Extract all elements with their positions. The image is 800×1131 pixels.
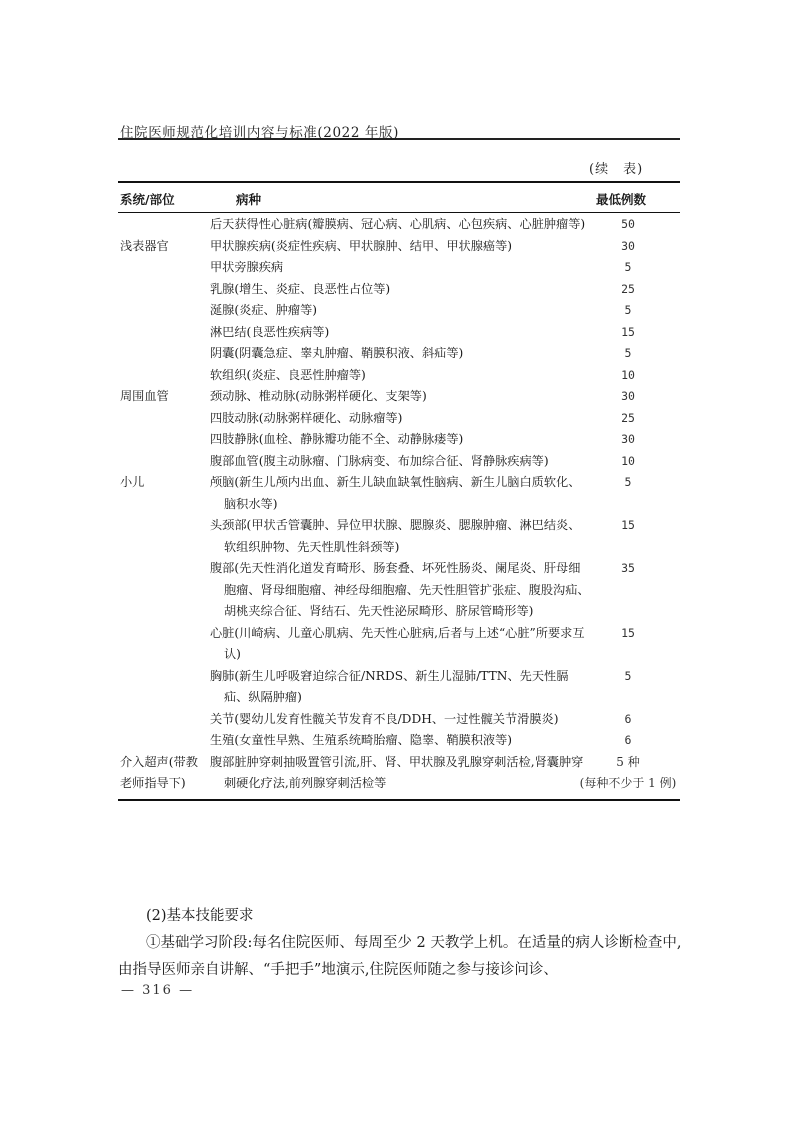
count-value: 5 [624, 303, 632, 317]
cell-disease: 腹部(先天性消化道发育畸形、肠套叠、坏死性肠炎、阑尾炎、肝母细胞瘤、肾母细胞瘤、神经母细胞瘤、先天性胆管扩张症、腹股沟疝、胡桃夹综合征、肾结石、先天性泌尿畸形、脐尿管畸形等) [210, 561, 590, 618]
cell-disease-wrap [210, 709, 590, 731]
cell-count [576, 365, 680, 387]
table-row [118, 300, 680, 322]
cell-disease: 甲状旁腺疾病 [210, 260, 284, 274]
cell-disease-wrap [210, 472, 590, 515]
cell-disease: 四肢静脉(血栓、静脉瓣功能不全、动静脉瘘等) [210, 432, 464, 446]
cell-disease-wrap [210, 214, 590, 236]
column-header-system: 系统/部位 [120, 192, 175, 207]
table-row [118, 408, 680, 430]
running-header: 住院医师规范化培训内容与标准(2022 年版) [120, 125, 399, 141]
cell-count [576, 558, 680, 580]
table-row [118, 343, 680, 365]
cell-disease-wrap [210, 623, 590, 666]
cell-disease: 乳腺(增生、炎症、良恶性占位等) [210, 281, 391, 296]
cell-disease: 关节(婴幼儿发育性髋关节发育不良/DDH、一过性髋关节滑膜炎) [210, 711, 559, 726]
count-value: 15 [621, 324, 635, 339]
cell-disease: 软组织(炎症、良恶性肿瘤等) [210, 367, 366, 382]
cell-count [576, 279, 680, 301]
count-value: 10 [621, 367, 635, 382]
table-row [118, 429, 680, 451]
cell-disease-wrap [210, 730, 590, 752]
cell-disease-wrap [210, 515, 590, 558]
table-bottom-rule [118, 799, 680, 801]
table-row [118, 730, 680, 752]
count-value: 6 [624, 711, 632, 726]
table-row [118, 515, 680, 558]
table-row [118, 623, 680, 666]
cell-system: 周围血管 [120, 389, 169, 403]
cell-count [576, 257, 680, 279]
cell-disease-wrap [210, 257, 590, 279]
cell-disease: 心脏(川崎病、儿童心肌病、先天性心脏病,后者与上述“心脏”所要求互认) [210, 625, 585, 661]
body-paragraph: ①基础学习阶段:每名住院医师、每周至少 2 天教学上机。在适量的病人诊断检查中,由指导医师亲自讲解、“手把手”地演示,住院医师随之参与接诊问诊、 [118, 935, 682, 978]
header-rule [118, 138, 680, 140]
cell-system: 介入超声(带教老师指导下) [120, 754, 198, 790]
count-value: 6 [624, 733, 632, 747]
cell-count [576, 322, 680, 344]
cell-disease-wrap [210, 236, 590, 258]
cell-disease-wrap [210, 279, 590, 301]
cell-disease-wrap [210, 451, 590, 473]
cell-disease: 腹部脏肿穿刺抽吸置管引流,肝、肾、甲状腺及乳腺穿刺活检,肾囊肿穿刺硬化疗法,前列腺穿刺活检等 [210, 754, 584, 790]
cell-count [576, 752, 680, 795]
count-value: 50 [621, 217, 635, 231]
page-number: — 316 — [121, 983, 195, 998]
cell-disease: 淋巴结(良恶性疾病等) [210, 324, 330, 339]
disease-table [118, 181, 680, 801]
cell-disease-wrap [210, 666, 590, 709]
cell-disease: 腹部血管(腹主动脉瘤、门脉病变、布加综合征、肾静脉疾病等) [210, 453, 549, 468]
count-value: 5 种 [616, 754, 640, 769]
table-row [118, 236, 680, 258]
table-row [118, 752, 680, 795]
table-body [118, 213, 680, 795]
table-row [118, 279, 680, 301]
cell-count [576, 451, 680, 473]
cell-count [576, 236, 680, 258]
table-row [118, 709, 680, 731]
cell-disease: 四肢动脉(动脉粥样硬化、动脉瘤等) [210, 410, 403, 425]
count-value: 35 [621, 561, 635, 575]
cell-disease-wrap [210, 343, 590, 365]
count-value: 15 [621, 518, 635, 532]
count-value: 15 [621, 625, 635, 640]
cell-disease: 胸肺(新生儿呼吸窘迫综合征/NRDS、新生儿湿肺/TTN、先天性膈疝、纵隔肿瘤) [210, 668, 569, 704]
cell-disease: 生殖(女童性早熟、生殖系统畸胎瘤、隐睾、鞘膜积液等) [210, 733, 513, 747]
table-row [118, 322, 680, 344]
count-value: 30 [621, 238, 635, 253]
table-header-row [118, 183, 680, 212]
cell-disease: 甲状腺疾病(炎症性疾病、甲状腺肿、结甲、甲状腺癌等) [210, 238, 513, 253]
table-row [118, 472, 680, 515]
count-value: 5 [624, 475, 632, 489]
section-heading: (2)基本技能要求 [146, 908, 254, 924]
cell-disease: 颈动脉、椎动脉(动脉粥样硬化、支架等) [210, 389, 427, 403]
cell-disease-wrap [210, 300, 590, 322]
column-header-disease: 病种 [236, 192, 262, 207]
cell-disease: 后天获得性心脏病(瓣膜病、冠心病、心肌病、心包疾病、心脏肿瘤等) [210, 217, 586, 231]
table-row [118, 386, 680, 408]
table-row [118, 451, 680, 473]
cell-count [576, 214, 680, 236]
count-note: (每种不少于 1 例) [579, 776, 677, 790]
count-value: 5 [624, 668, 632, 683]
count-value: 10 [621, 453, 635, 468]
count-value: 5 [624, 260, 632, 274]
cell-count [576, 343, 680, 365]
cell-count [576, 666, 680, 688]
cell-system: 浅表器官 [120, 238, 169, 253]
count-value: 30 [621, 389, 635, 403]
count-value: 5 [624, 346, 632, 360]
cell-disease: 颅脑(新生儿颅内出血、新生儿缺血缺氧性脑病、新生儿脑白质软化、脑积水等) [210, 475, 581, 511]
cell-count [576, 730, 680, 752]
cell-disease-wrap [210, 752, 590, 795]
column-header-count: 最低例数 [596, 192, 647, 207]
cell-disease-wrap [210, 558, 590, 623]
cell-count [576, 408, 680, 430]
table-row [118, 214, 680, 236]
table-row [118, 257, 680, 279]
count-value: 25 [621, 410, 635, 425]
table-row [118, 558, 680, 623]
table-row [118, 666, 680, 709]
cell-count [576, 472, 680, 494]
cell-count [576, 300, 680, 322]
cell-disease: 阴囊(阴囊急症、睾丸肿瘤、鞘膜积液、斜疝等) [210, 346, 464, 360]
count-value: 30 [621, 432, 635, 446]
cell-count [576, 429, 680, 451]
cell-system: 小儿 [120, 475, 145, 489]
count-value: 25 [621, 281, 635, 296]
cell-count [576, 386, 680, 408]
cell-count [576, 709, 680, 731]
cell-disease-wrap [210, 322, 590, 344]
cell-disease: 头颈部(甲状舌管囊肿、异位甲状腺、腮腺炎、腮腺肿瘤、淋巴结炎、软组织肿物、先天性肌性斜颈等) [210, 518, 581, 554]
cell-count [576, 623, 680, 645]
cell-disease-wrap [210, 429, 590, 451]
cell-disease-wrap [210, 386, 590, 408]
cell-disease: 涎腺(炎症、肿瘤等) [210, 303, 318, 317]
cell-disease-wrap [210, 408, 590, 430]
table-row [118, 365, 680, 387]
continued-label: (续 表) [589, 162, 644, 177]
cell-disease-wrap [210, 365, 590, 387]
cell-count [576, 515, 680, 537]
